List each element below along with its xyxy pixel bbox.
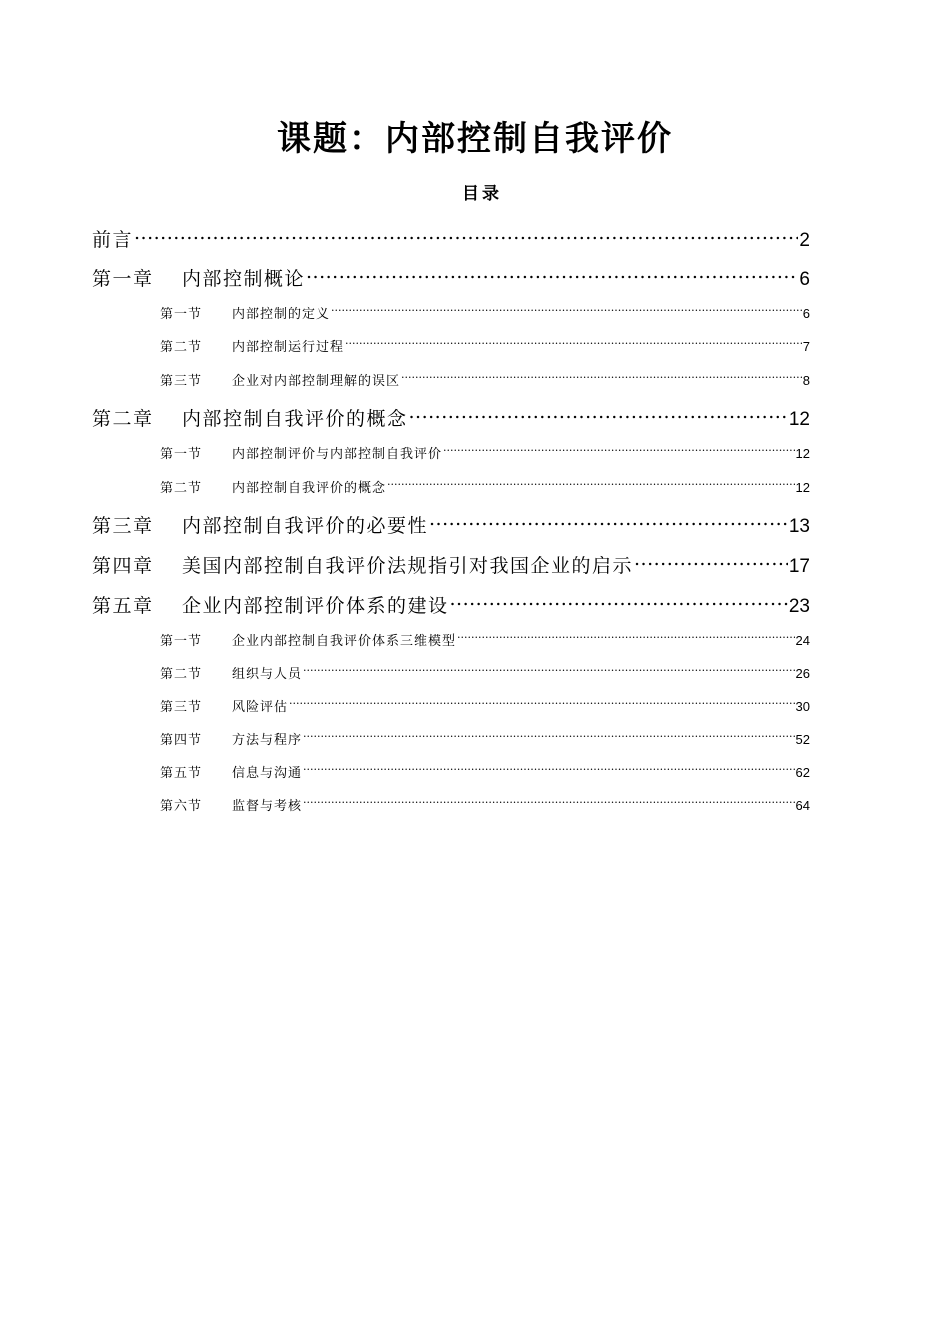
toc-dot-leader — [429, 506, 788, 532]
toc-entry-label: 内部控制自我评价的概念 — [182, 408, 408, 430]
toc-dot-leader — [634, 546, 788, 572]
toc-entry-number: 第四章 — [92, 555, 154, 577]
toc-entry-number: 第五节 — [160, 766, 203, 781]
toc-entry-label: 内部控制概论 — [182, 268, 306, 290]
toc-entry-page: 12 — [788, 409, 810, 430]
toc-entry-page: 12 — [795, 446, 810, 461]
toc-entry-chapter-5[interactable] — [92, 586, 810, 617]
toc-entry-label: 企业内部控制自我评价体系三维模型 — [232, 634, 457, 649]
toc-entry-page: 30 — [795, 699, 810, 714]
toc-entry-page: 2 — [799, 230, 810, 251]
toc-entry-label: 方法与程序 — [232, 733, 303, 748]
toc-entry-label: 内部控制自我评价的必要性 — [182, 515, 429, 537]
toc-entry-number: 第三节 — [160, 374, 203, 389]
toc-entry-page: 13 — [788, 516, 810, 537]
toc-entry-number: 第三节 — [160, 700, 203, 715]
toc-entry-number: 第二节 — [160, 340, 203, 355]
toc-heading: 目录 — [462, 184, 502, 204]
toc-entry-label: 风险评估 — [232, 700, 289, 715]
toc-entry-section-2-2[interactable] — [160, 472, 810, 496]
toc-dot-leader — [450, 586, 788, 612]
toc-dot-leader — [303, 757, 795, 777]
toc-entry-page: 26 — [795, 666, 810, 681]
toc-dot-leader — [409, 399, 788, 425]
toc-entry-page: 64 — [795, 798, 810, 813]
toc-entry-section-5-5[interactable] — [160, 757, 810, 781]
toc-entry-page: 8 — [802, 373, 810, 388]
toc-dot-leader — [289, 691, 795, 711]
toc-entry-section-2-1[interactable] — [160, 438, 810, 462]
toc-entry-page: 6 — [802, 306, 810, 321]
toc-entry-number: 第一节 — [160, 634, 203, 649]
toc-entry-chapter-1[interactable] — [92, 259, 810, 290]
toc-dot-leader — [443, 438, 795, 458]
toc-entry-number: 第一节 — [160, 307, 203, 322]
toc-entry-label: 美国内部控制自我评价法规指引对我国企业的启示 — [182, 555, 634, 577]
toc-entry-number: 第一章 — [92, 268, 154, 290]
toc-entry-page: 62 — [795, 765, 810, 780]
toc-entry-preface[interactable] — [92, 220, 810, 251]
toc-entry-label: 监督与考核 — [232, 799, 303, 814]
toc-entry-section-1-2[interactable] — [160, 331, 810, 355]
toc-entry-section-5-2[interactable] — [160, 658, 810, 682]
toc-entry-section-5-3[interactable] — [160, 691, 810, 715]
document-title: 课题：内部控制自我评价 — [277, 119, 673, 159]
toc-entry-label: 组织与人员 — [232, 667, 303, 682]
toc-dot-leader — [303, 724, 795, 744]
toc-entry-chapter-4[interactable] — [92, 546, 810, 577]
toc-entry-number: 第二节 — [160, 481, 203, 496]
toc-entry-label: 信息与沟通 — [232, 766, 303, 781]
toc-entry-page: 23 — [788, 596, 810, 617]
toc-entry-section-1-1[interactable] — [160, 298, 810, 322]
toc-entry-page: 6 — [799, 269, 810, 290]
toc-entry-section-5-4[interactable] — [160, 724, 810, 748]
toc-entry-chapter-3[interactable] — [92, 506, 810, 537]
toc-entry-number: 第六节 — [160, 799, 203, 814]
toc-dot-leader — [345, 331, 802, 351]
toc-entry-label: 内部控制评价与内部控制自我评价 — [232, 447, 443, 462]
toc-dot-leader — [401, 365, 802, 385]
toc-dot-leader — [306, 259, 798, 285]
toc-dot-leader — [331, 298, 802, 318]
toc-entry-label: 内部控制运行过程 — [232, 340, 345, 355]
toc-entry-label: 内部控制自我评价的概念 — [232, 481, 387, 496]
toc-entry-section-1-3[interactable] — [160, 365, 810, 389]
toc-entry-page: 17 — [788, 556, 810, 577]
toc-dot-leader — [134, 220, 798, 246]
toc-dot-leader — [303, 658, 795, 678]
toc-dot-leader — [303, 790, 795, 810]
toc-entry-section-5-6[interactable] — [160, 790, 810, 814]
toc-entry-page: 12 — [795, 480, 810, 495]
toc-entry-label: 企业对内部控制理解的误区 — [232, 374, 401, 389]
toc-entry-chapter-2[interactable] — [92, 399, 810, 430]
toc-entry-number: 第一节 — [160, 447, 203, 462]
toc-dot-leader — [387, 472, 795, 492]
toc-entry-number: 第二章 — [92, 408, 154, 430]
toc-dot-leader — [457, 625, 795, 645]
toc-entry-number: 第二节 — [160, 667, 203, 682]
toc-entry-number: 第五章 — [92, 595, 154, 617]
toc-entry-label: 企业内部控制评价体系的建设 — [182, 595, 449, 617]
toc-entry-label: 前言 — [92, 229, 134, 251]
toc-entry-number: 第三章 — [92, 515, 154, 537]
toc-entry-page: 24 — [795, 633, 810, 648]
toc-entry-section-5-1[interactable] — [160, 625, 810, 649]
toc-entry-page: 52 — [795, 732, 810, 747]
toc-entry-label: 内部控制的定义 — [232, 307, 331, 322]
toc-entry-number: 第四节 — [160, 733, 203, 748]
toc-entry-page: 7 — [802, 339, 810, 354]
